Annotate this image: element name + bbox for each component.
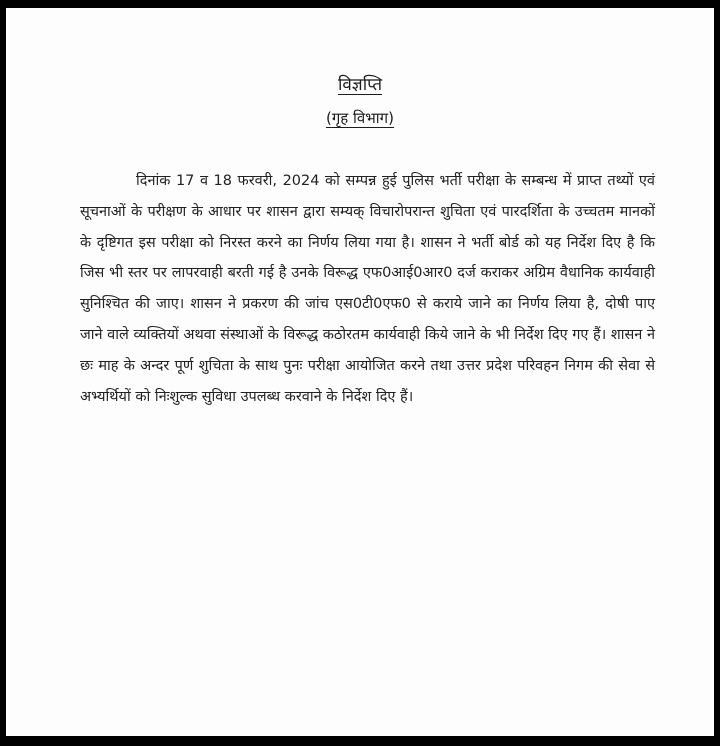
notice-department — [6, 108, 714, 128]
notice-department-text: (गृह विभाग) — [326, 109, 394, 127]
notice-title — [6, 72, 714, 95]
notice-title-text: विज्ञप्ति — [337, 75, 383, 95]
notice-body: दिनांक 17 व 18 फरवरी, 2024 को सम्पन्न हुई पुलिस भर्ती परीक्षा के सम्बन्ध में प्राप्त तथ्यों एवं सूचनाओं के परीक्षण के आधार पर शासन द्वारा सम्यक् विचारोपरान्त शुचिता एवं पारदर्शिता के उच्चतम मानकों के दृष्टिगत इस परीक्षा को निरस्त करने का निर्णय लिया गया है। शासन ने भर्ती बोर्ड को यह निर्देश दिए है कि जिस भी स्तर पर लापरवाही बरती गई है उनके विरूद्ध एफ0आई0आर0 दर्ज कराकर अग्रिम वैधानिक कार्यवाही सुनिश्चित की जाए। शासन ने प्रकरण की जांच एस0टी0एफ0 से कराये जाने का निर्णय लिया है, दोषी पाए जाने वाले व्यक्तियों अथवा संस्थाओं के विरूद्ध कठोरतम कार्यवाही किये जाने के भी निर्देश दिए गए हैं। शासन ने छः माह के अन्दर पूर्ण शुचिता के साथ पुनः परीक्षा आयोजित करने तथा उत्तर प्रदेश परिवहन निगम की सेवा से अभ्यर्थियों को निःशुल्क सुविधा उपलब्ध करवाने के निर्देश दिए हैं। — [80, 173, 655, 405]
document-page — [6, 8, 714, 736]
